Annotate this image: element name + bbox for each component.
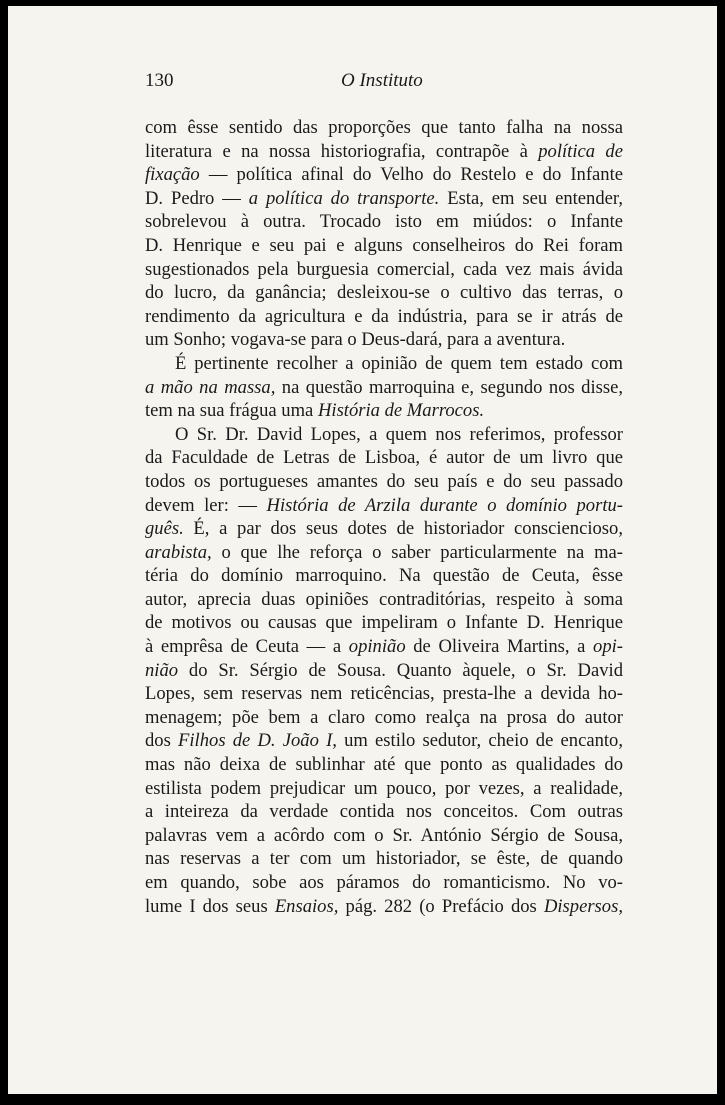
- italic-text: Dispersos,: [543, 895, 623, 917]
- text-line: da Faculdade de Letras de Lisboa, é autor de um livro que: [145, 447, 623, 469]
- text-line: a inteireza da verdade contida nos conceitos. Com outras: [145, 801, 623, 823]
- text-line: com êsse sentido das proporções que tanto falha na nossa: [145, 117, 623, 138]
- italic-text: a política do transporte.: [248, 187, 440, 209]
- text-line: arabista, o que lhe reforça o saber particularmente na ma-: [145, 541, 623, 563]
- italic-text: opi-: [593, 636, 623, 658]
- italic-text: Ensaios,: [274, 895, 339, 917]
- italic-text: História de Marrocos.: [317, 400, 485, 422]
- italic-text: História de Arzila durante o domínio portu-: [266, 494, 623, 516]
- text-line: lume I dos seus Ensaios, pág. 282 (o Prefácio dos Dispersos,: [145, 895, 623, 917]
- running-title: O Instituto: [341, 70, 423, 91]
- text-line: menagem; põe bem a claro como realça na prosa do autor: [145, 706, 623, 728]
- text-line: estilista podem prejudicar um pouco, por vezes, a realidade,: [145, 777, 623, 799]
- italic-text: política de: [538, 140, 623, 162]
- text-line: todos os portugueses amantes do seu país e do seu passado: [145, 470, 623, 492]
- italic-text: nião: [145, 659, 179, 681]
- text-line: D. Pedro — a política do transporte. Esta, em seu entender,: [145, 187, 623, 209]
- italic-text: arabista,: [145, 541, 212, 563]
- italic-text: opinião: [348, 636, 406, 658]
- text-line: D. Henrique e seu pai e alguns conselheiros do Rei foram: [145, 234, 623, 256]
- text-line: um Sonho; vogava-se para o Deus-dará, para a aventura.: [145, 329, 566, 351]
- text-line: guês. É, a par dos seus dotes de historiador consciencioso,: [145, 518, 623, 540]
- text-line: fixação — política afinal do Velho do Restelo e do Infante: [145, 164, 623, 186]
- text-line: sugestionados pela burguesia comercial, cada vez mais ávida: [145, 258, 623, 280]
- text-line: rendimento da agricultura e da indústria, para se ir atrás de: [145, 305, 623, 327]
- text-line: téria do domínio marroquino. Na questão de Ceuta, êsse: [145, 565, 623, 587]
- text-line: a mão na massa, na questão marroquina e, segundo nos disse,: [145, 376, 623, 398]
- text-line: à emprêsa de Ceuta — a opinião de Oliveira Martins, a opi-: [145, 636, 623, 658]
- italic-text: fixação: [145, 164, 200, 186]
- text-line: autor, aprecia duas opiniões contraditórias, respeito à soma: [145, 588, 623, 610]
- text-line: de motivos ou causas que impeliram o Infante D. Henrique: [145, 612, 623, 634]
- book-page: [8, 6, 717, 1094]
- text-line: nas reservas a ter com um historiador, se êste, de quando: [145, 848, 623, 870]
- text-line: em quando, sobe aos páramos do romanticismo. No vo-: [145, 872, 623, 893]
- text-line: palavras vem a acôrdo com o Sr. António Sérgio de Sousa,: [145, 824, 623, 846]
- text-line: mas não deixa de sublinhar até que ponto as qualidades do: [145, 754, 623, 776]
- italic-text: a mão na massa,: [145, 376, 276, 398]
- text-line: do lucro, da ganância; desleixou-se o cultivo das terras, o: [145, 282, 623, 304]
- text-line: sobrelevou à outra. Trocado isto em miúdos: o Infante: [145, 211, 623, 233]
- text-line: Lopes, sem reservas nem reticências, presta-lhe a devida ho-: [145, 683, 623, 705]
- text-line: É pertinente recolher a opinião de quem tem estado com: [175, 352, 623, 374]
- italic-text: Filhos de D. João I,: [178, 730, 337, 752]
- text-line: devem ler: — História de Arzila durante o domínio portu-: [145, 494, 623, 516]
- text-line: nião do Sr. Sérgio de Sousa. Quanto àquele, o Sr. David: [145, 659, 623, 681]
- page-header: [145, 70, 623, 98]
- italic-text: guês.: [145, 518, 184, 540]
- text-line: dos Filhos de D. João I, um estilo sedutor, cheio de encanto,: [145, 730, 624, 752]
- page-number: 130: [145, 70, 174, 91]
- text-line: literatura e na nossa historiografia, contrapõe à política de: [145, 140, 623, 162]
- text-line: O Sr. Dr. David Lopes, a quem nos referimos, professor: [175, 423, 623, 445]
- body-text: [145, 116, 623, 918]
- text-line: tem na sua frágua uma História de Marrocos.: [145, 400, 485, 422]
